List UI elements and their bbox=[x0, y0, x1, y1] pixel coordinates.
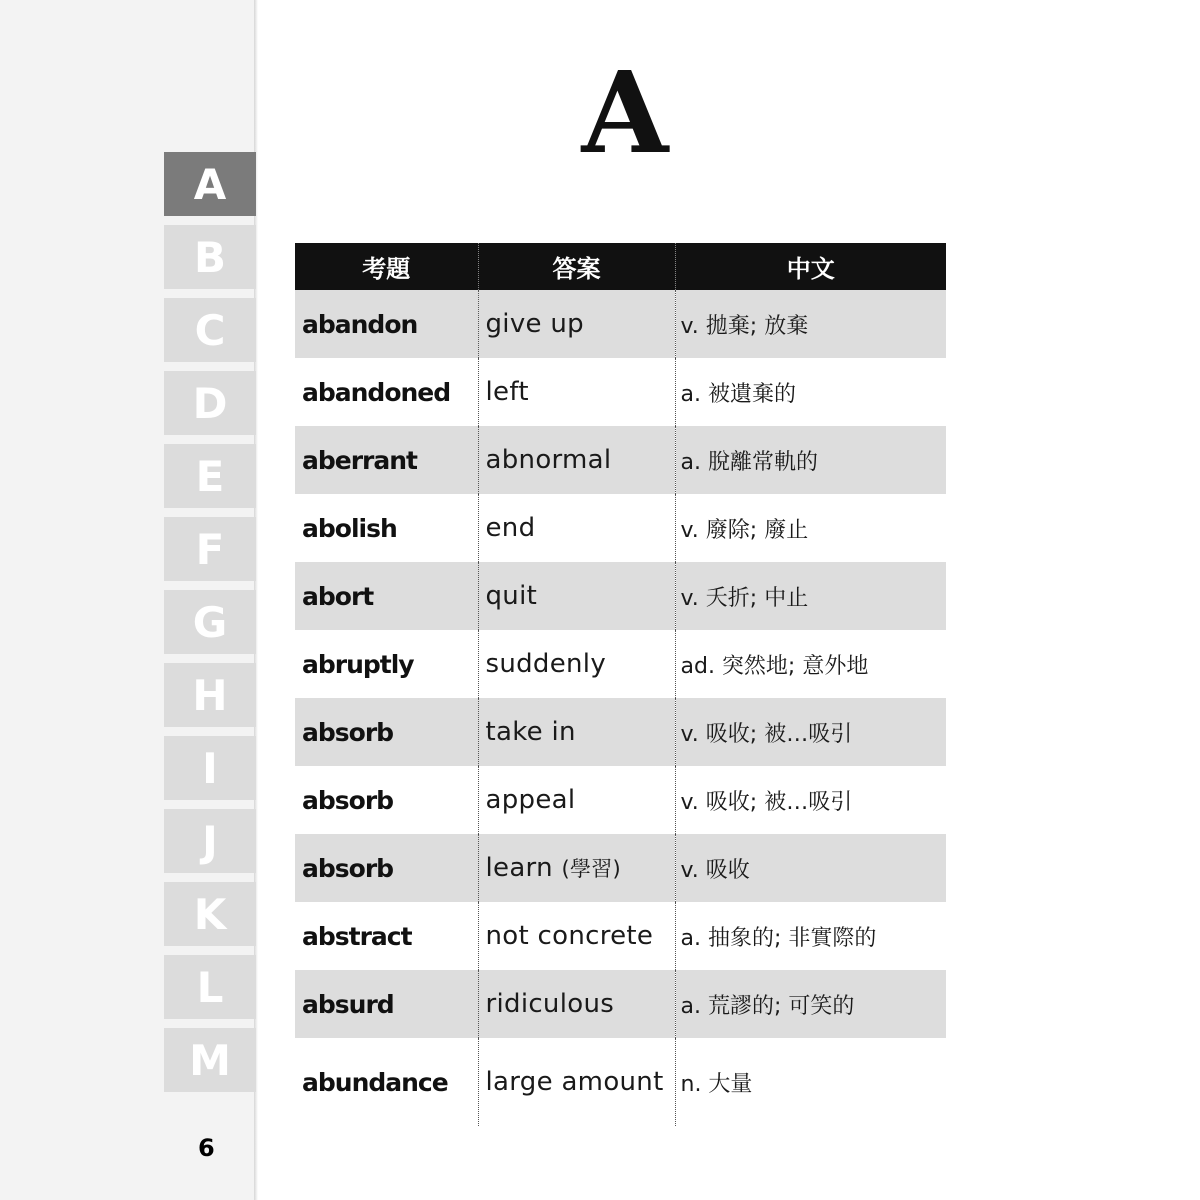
tab-l[interactable]: L bbox=[164, 955, 256, 1019]
word-cell: absorb bbox=[302, 785, 394, 815]
table-row bbox=[295, 1038, 946, 1126]
answer-cell: ridiculous bbox=[478, 970, 675, 1038]
page-number: 6 bbox=[198, 1134, 215, 1162]
answer-cell: quit bbox=[478, 562, 675, 630]
alphabet-tab-index bbox=[164, 152, 256, 1101]
answer-cell: give up bbox=[478, 290, 675, 358]
section-heading-letter: A bbox=[581, 48, 669, 179]
tab-h[interactable]: H bbox=[164, 663, 256, 727]
tab-j[interactable]: J bbox=[164, 809, 256, 873]
table-row bbox=[295, 902, 946, 970]
word-cell: abundance bbox=[302, 1067, 448, 1097]
answer-note: (學習) bbox=[561, 856, 622, 881]
header-answer: 答案 bbox=[478, 243, 675, 290]
heading-rule-left bbox=[422, 124, 554, 138]
word-cell: absorb bbox=[295, 834, 478, 902]
heading-rule-right bbox=[694, 124, 826, 138]
tab-c[interactable]: C bbox=[164, 298, 256, 362]
chinese-cell: a. 被遺棄的 bbox=[675, 358, 946, 426]
table-row bbox=[295, 766, 946, 834]
answer-cell bbox=[478, 834, 675, 902]
table-row bbox=[295, 970, 946, 1038]
chinese-cell: v. 廢除; 廢止 bbox=[675, 494, 946, 562]
word-cell: absorb bbox=[295, 698, 478, 766]
table-row bbox=[295, 494, 946, 562]
tab-i[interactable]: I bbox=[164, 736, 256, 800]
answer-cell: take in bbox=[478, 698, 675, 766]
table-row bbox=[295, 562, 946, 630]
answer-cell: abnormal bbox=[478, 426, 675, 494]
answer-cell: end bbox=[478, 494, 675, 562]
word-cell: abolish bbox=[302, 513, 397, 543]
chinese-cell: ad. 突然地; 意外地 bbox=[675, 630, 946, 698]
table-header-row bbox=[295, 243, 946, 290]
tab-a[interactable]: A bbox=[164, 152, 256, 216]
header-question: 考題 bbox=[295, 243, 478, 290]
table-row bbox=[295, 630, 946, 698]
word-cell: absurd bbox=[295, 970, 478, 1038]
word-cell: aberrant bbox=[295, 426, 478, 494]
answer-cell: left bbox=[478, 358, 675, 426]
word-cell: abruptly bbox=[302, 649, 414, 679]
word-cell: abstract bbox=[302, 921, 412, 951]
header-chinese: 中文 bbox=[675, 243, 946, 290]
table-row bbox=[295, 426, 946, 494]
chinese-cell: v. 吸收; 被…吸引 bbox=[675, 698, 946, 766]
table-row bbox=[295, 358, 946, 426]
tab-g[interactable]: G bbox=[164, 590, 256, 654]
answer-text: learn bbox=[485, 852, 553, 883]
answer-cell: not concrete bbox=[478, 902, 675, 970]
tab-e[interactable]: E bbox=[164, 444, 256, 508]
chinese-cell: a. 荒謬的; 可笑的 bbox=[675, 970, 946, 1038]
vocabulary-table bbox=[295, 243, 946, 1126]
chinese-cell: n. 大量 bbox=[675, 1038, 946, 1126]
tab-f[interactable]: F bbox=[164, 517, 256, 581]
chinese-cell: v. 吸收 bbox=[675, 834, 946, 902]
chinese-cell: v. 吸收; 被…吸引 bbox=[675, 766, 946, 834]
chinese-cell: a. 脫離常軌的 bbox=[675, 426, 946, 494]
table-row bbox=[295, 834, 946, 902]
tab-k[interactable]: K bbox=[164, 882, 256, 946]
chinese-cell: v. 夭折; 中止 bbox=[675, 562, 946, 630]
word-cell: abort bbox=[295, 562, 478, 630]
table-row bbox=[295, 698, 946, 766]
table-row bbox=[295, 290, 946, 358]
answer-cell: suddenly bbox=[478, 630, 675, 698]
chinese-cell: a. 抽象的; 非實際的 bbox=[675, 902, 946, 970]
answer-cell: large amount bbox=[478, 1038, 675, 1126]
tab-b[interactable]: B bbox=[164, 225, 256, 289]
tab-d[interactable]: D bbox=[164, 371, 256, 435]
answer-cell: appeal bbox=[478, 766, 675, 834]
word-cell: abandoned bbox=[302, 377, 451, 407]
word-cell: abandon bbox=[295, 290, 478, 358]
chinese-cell: v. 拋棄; 放棄 bbox=[675, 290, 946, 358]
tab-m[interactable]: M bbox=[164, 1028, 256, 1092]
